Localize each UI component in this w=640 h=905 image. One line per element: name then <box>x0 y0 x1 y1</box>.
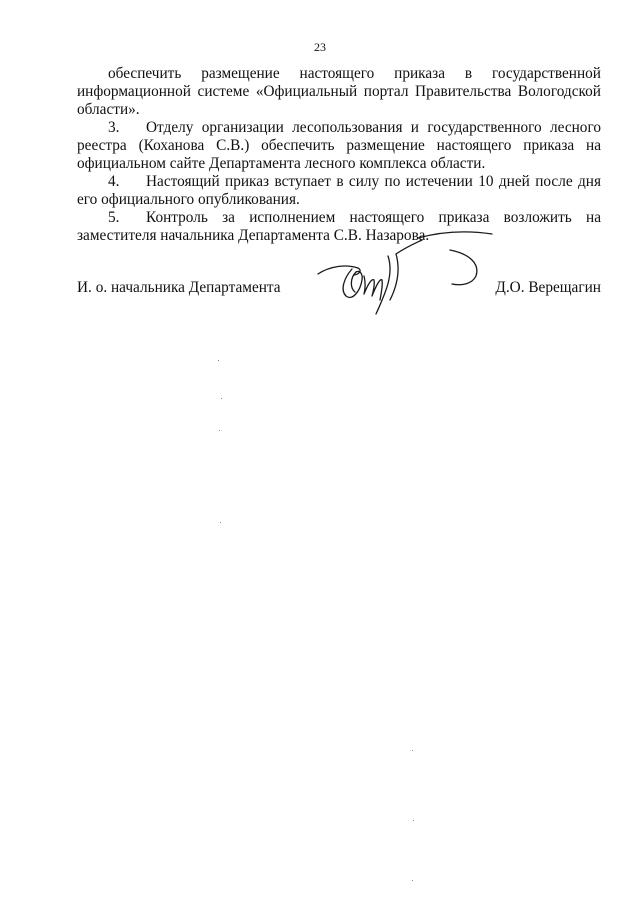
paragraph-text: обеспечить размещение настоящего приказа в государственной информационной системе «Официальный портал Правительства Вологодской области». <box>77 65 601 118</box>
scan-speck <box>413 820 414 821</box>
page-number: 23 <box>314 40 326 54</box>
paragraph-item-4 <box>77 173 601 209</box>
handwritten-signature <box>300 228 500 320</box>
scan-speck <box>221 398 222 399</box>
signer-position: И. о. начальника Департамента <box>77 279 281 296</box>
scan-speck <box>412 750 413 751</box>
scan-speck <box>219 430 220 431</box>
paragraph-number: 4. <box>108 173 120 190</box>
paragraph-item-3 <box>77 119 601 173</box>
paragraph-number: 3. <box>108 119 120 136</box>
paragraph-text: Контроль за исполнением настоящего приказа возложить на заместителя начальника Департамента С.В. Назарова. <box>77 209 601 244</box>
paragraph-text: Отделу организации лесопользования и государственного лесного реестра (Коханова С.В.) обеспечить размещение настоящего приказа на официальном сайте Департамента лесного комплекса области. <box>77 119 601 172</box>
scan-speck <box>218 360 219 361</box>
document-body <box>77 65 601 245</box>
paragraph-continuation <box>77 65 601 119</box>
paragraph-text: Настоящий приказ вступает в силу по истечении 10 дней после дня его официального опубликования. <box>77 173 601 208</box>
paragraph-number: 5. <box>108 209 120 226</box>
scan-speck <box>220 522 221 523</box>
signer-name: Д.О. Верещагин <box>495 279 601 296</box>
scan-speck <box>412 880 413 881</box>
